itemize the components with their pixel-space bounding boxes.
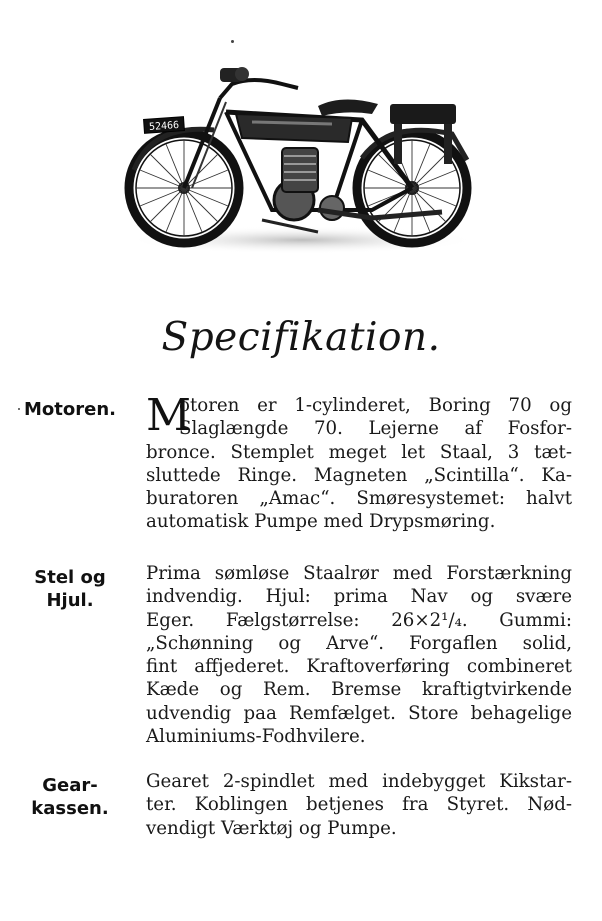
section-label: Motoren. bbox=[24, 399, 116, 420]
number-plate: 52466 bbox=[148, 119, 180, 134]
section-body: Prima sømløse Staalrør med Forstærkning indvendig. Hjul: prima Nav og svære Eger. Fælgstørrelse: 26×2¹/₄. Gummi: „Schønning og Arve“. Forgaflen solid, fint affjederet. Kraftoverføring combineret Kæde og Rem. Bremse kraftigtvirkende udvendig paa Remfælget. Store behagelige Aluminiums-Fodhvilere. bbox=[146, 563, 572, 748]
print-speck bbox=[231, 40, 234, 43]
section-body: M otoren er 1-cylinderet, Boring 70 og Slaglængde 70. Lejerne af Fosfor- bronce. Stemplet meget let Staal, 3 tæt- sluttede Ringe. Magneten „Scintilla“. Ka- buratoren „Amac“. Smøresystemet: halvt automatisk Pumpe med Drypsmøring. bbox=[146, 390, 572, 533]
page-title: Specifikation. bbox=[161, 315, 441, 360]
section-label: Stel og Hjul. bbox=[34, 567, 106, 611]
motorcycle-photo bbox=[122, 60, 482, 255]
drop-cap: M bbox=[146, 390, 192, 441]
section-body: Gearet 2-spindlet med indebygget Kikstar- ter. Koblingen betjenes fra Styret. Nød- vendigt Værktøj og Pumpe. bbox=[146, 771, 572, 839]
section-label: Gear- kassen. bbox=[31, 775, 109, 819]
